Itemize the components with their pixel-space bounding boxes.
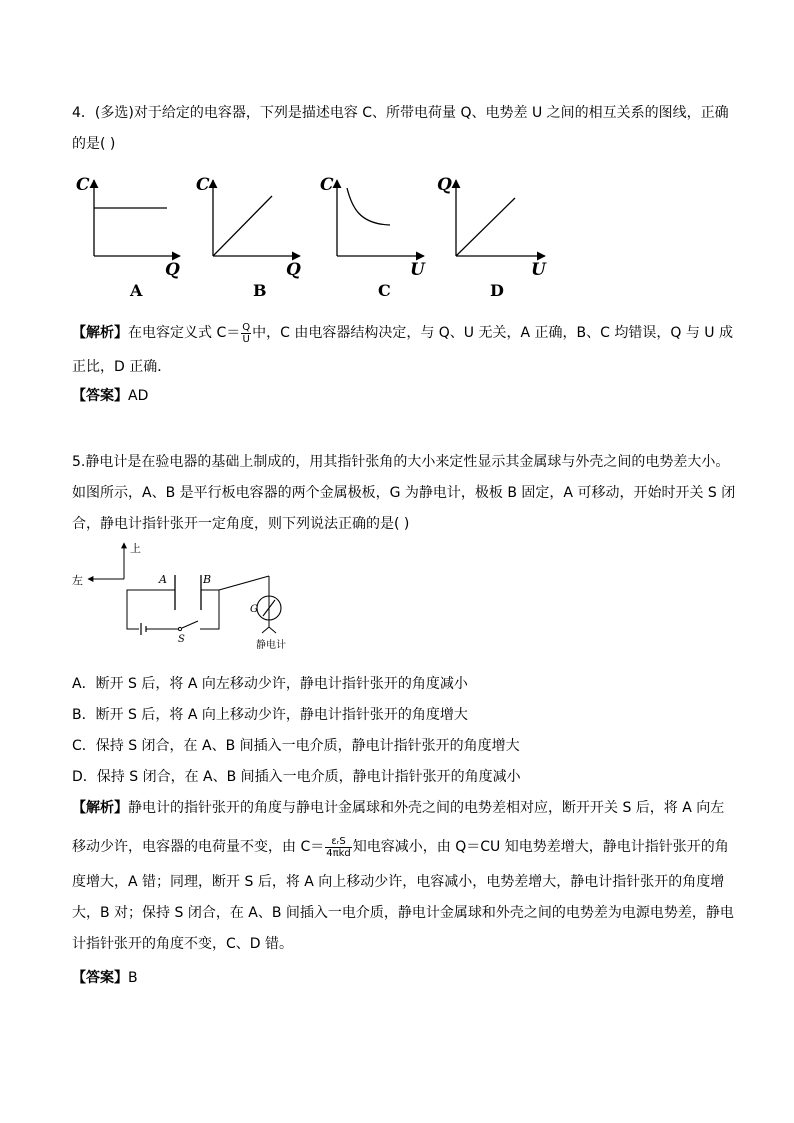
up-label: 上	[130, 542, 141, 555]
graph-c-curve	[347, 188, 390, 225]
plate-b-label: B	[203, 573, 212, 586]
q4-fraction	[241, 322, 251, 345]
graph-b-curve	[213, 196, 272, 256]
graph-c-option-label: C	[378, 281, 391, 300]
q5-option-a: A．断开 S 后，将 A 向左移动少许，静电计指针张开的角度减小	[72, 676, 468, 692]
q5-analysis-line5: 计指针张开的角度不变，C、D 错。	[72, 936, 294, 952]
graph-a-x-label: Q	[165, 260, 180, 280]
q5-analysis-line3: 度增大，A 错；同理，断开 S 后，将 A 向上移动少许，电容减小，电势差增大，静电计指针张开的角度增	[72, 874, 725, 890]
q5-option-d: D．保持 S 闭合，在 A、B 间插入一电介质，静电计指针张开的角度减小	[72, 769, 521, 785]
graph-b-y-label: C	[196, 175, 210, 195]
fraction-numerator: εᵣS	[325, 836, 352, 848]
fraction-numerator: Q	[242, 321, 251, 333]
analysis-tag: 【解析】	[72, 325, 128, 341]
meter-name-label: 静电计	[256, 640, 286, 651]
answer-tag: 【答案】	[72, 388, 128, 404]
answer-value: AD	[128, 388, 149, 404]
wire-a	[127, 590, 175, 629]
q5-analysis-line1	[72, 798, 724, 818]
q4-analysis-line2: 正比，D 正确．	[72, 359, 172, 375]
fraction-denominator: 4πkd	[326, 847, 351, 859]
answer-tag: 【答案】	[72, 970, 128, 986]
ground-left	[262, 627, 269, 633]
graph-d-option-label: D	[490, 281, 504, 300]
q5-fraction	[325, 836, 352, 859]
graph-d-x-label: U	[531, 260, 546, 280]
q5-analysis-text-2-post: 知电容减小，由 Q＝CU 知电势差增大，静电计指针张开的角	[352, 839, 729, 855]
answer-value: B	[128, 970, 138, 986]
graph-c-x-label: U	[410, 260, 425, 280]
graph-c-y-label: C	[320, 175, 334, 195]
q4-analysis-text-post: 中，C 由电容器结构决定，与 Q、U 无关，A 正确，B、C 均错误，Q 与 U 成	[252, 325, 733, 341]
meter-label: G	[250, 604, 258, 615]
switch-label: S	[178, 634, 185, 645]
fraction-denominator: U	[242, 333, 250, 345]
graph-d-y-label: Q	[437, 175, 452, 195]
analysis-tag: 【解析】	[72, 800, 128, 816]
graph-b	[196, 175, 301, 300]
graph-d-curve	[456, 198, 515, 256]
q4-stem-line1: 4．(多选)对于给定的电容器，下列是描述电容 C、所带电荷量 Q、电势差 U 之间的相互关系的图线，正确	[72, 105, 729, 121]
q5-stem-line3: 合，静电计指针张开一定角度，则下列说法正确的是( )	[72, 516, 410, 532]
q5-analysis-text-2-pre: 移动少许，电容器的电荷量不变，由 C＝	[72, 839, 325, 855]
switch-pivot	[178, 627, 181, 630]
q5-stem-line2: 如图所示，A、B 是平行板电容器的两个金属极板，G 为静电计，极板 B 固定，A 可移动，开始时开关 S 闭	[72, 485, 736, 501]
switch-blade	[182, 621, 198, 628]
q4-stem-line2: 的是( )	[72, 136, 116, 152]
graph-b-x-label: Q	[286, 260, 301, 280]
q4-graphs	[0, 168, 794, 308]
ground-right	[269, 627, 276, 633]
graph-a	[76, 175, 180, 300]
plate-a-label: A	[159, 573, 167, 586]
graph-a-y-label: C	[76, 175, 90, 195]
wire-to-meter	[219, 576, 269, 590]
q5-stem-line1: 5.静电计是在验电器的基础上制成的，用其指针张角的大小来定性显示其金属球与外壳之间的电势差大小。	[72, 454, 730, 470]
q5-answer	[72, 968, 138, 988]
left-label: 左	[72, 574, 83, 587]
graph-b-option-label: B	[253, 281, 267, 300]
graph-c	[320, 175, 426, 300]
q5-analysis-line2	[72, 834, 729, 860]
q4-analysis	[72, 320, 733, 346]
q5-option-b: B．断开 S 后，将 A 向上移动少许，静电计指针张开的角度增大	[72, 707, 468, 723]
q4-answer	[72, 386, 148, 406]
q5-circuit-diagram	[0, 538, 794, 663]
q5-analysis-text-1: 静电计的指针张开的角度与静电计金属球和外壳之间的电势差相对应，断开开关 S 后，将 A 向左	[128, 800, 725, 816]
q4-analysis-text-pre: 在电容定义式 C＝	[128, 325, 241, 341]
q5-option-c: C．保持 S 闭合，在 A、B 间插入一电介质，静电计指针张开的角度增大	[72, 738, 520, 754]
graph-a-option-label: A	[130, 281, 143, 300]
graph-d	[437, 175, 547, 300]
wire-b	[200, 590, 219, 629]
q5-analysis-line4: 大，B 对；保持 S 闭合，在 A、B 间插入一电介质，静电计金属球和外壳之间的电势差为电源电势差，静电	[72, 905, 734, 921]
